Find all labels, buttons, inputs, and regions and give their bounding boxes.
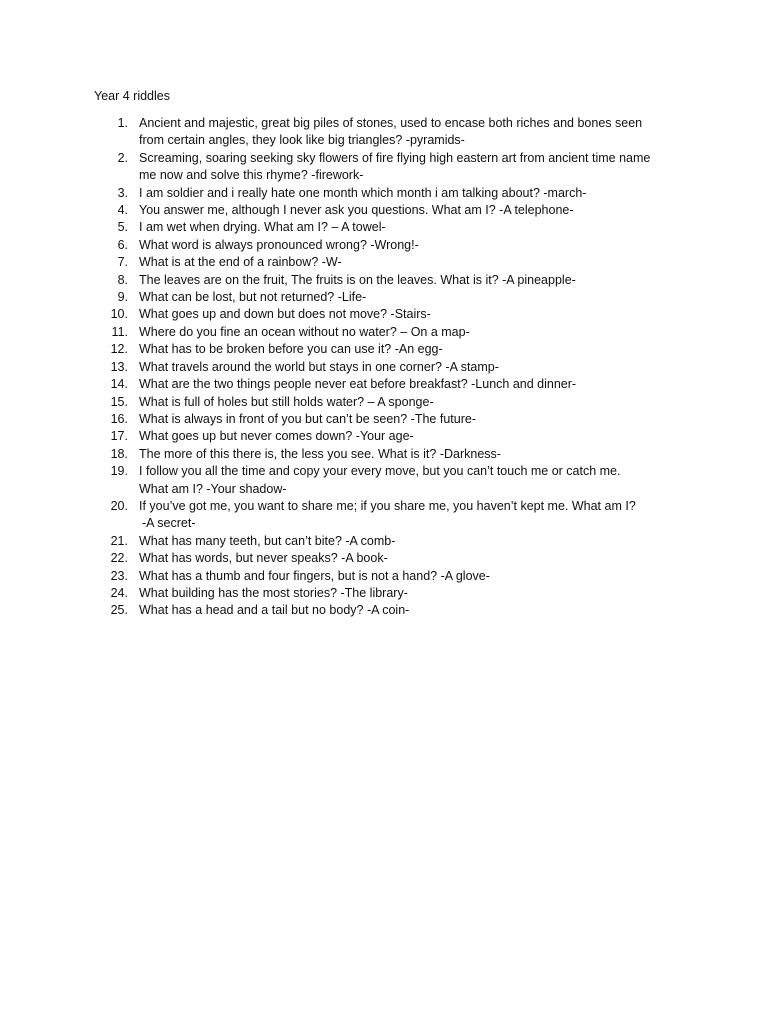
riddle-item <box>0 237 768 254</box>
riddle-item <box>0 428 768 445</box>
riddle-text-line: What is full of holes but still holds water? – A sponge- <box>139 394 434 409</box>
riddle-text-line: I am wet when drying. What am I? – A towel- <box>139 220 386 235</box>
riddle-text-line: I am soldier and i really hate one month which month i am talking about? -march- <box>139 185 587 200</box>
riddle-text-line: What goes up but never comes down? -Your age- <box>139 429 414 444</box>
riddle-number: 10. <box>110 307 128 322</box>
riddle-item <box>0 202 768 219</box>
riddle-text-line: I follow you all the time and copy your every move, but you can’t touch me or catch me. <box>139 464 621 479</box>
riddle-text-line: The leaves are on the fruit, The fruits is on the leaves. What is it? -A pineapple- <box>139 272 576 287</box>
riddle-item <box>0 306 768 323</box>
riddle-text-line: You answer me, although I never ask you questions. What am I? -A telephone- <box>139 203 574 218</box>
riddle-text-line: What goes up and down but does not move? -Stairs- <box>139 307 431 322</box>
riddle-number: 21. <box>110 533 128 548</box>
riddle-item <box>0 568 768 585</box>
riddle-item <box>0 550 768 567</box>
riddle-item <box>0 533 768 550</box>
riddle-text-line: What has a head and a tail but no body? -A coin- <box>139 603 410 618</box>
riddle-text-line: What is at the end of a rainbow? -W- <box>139 255 342 270</box>
riddle-number: 3. <box>117 185 128 200</box>
riddle-item <box>0 359 768 376</box>
riddle-number: 11. <box>111 324 128 339</box>
riddle-text-line: -A secret- <box>142 516 196 531</box>
riddle-text-line: What building has the most stories? -The library- <box>139 585 408 600</box>
riddle-number: 6. <box>117 237 128 252</box>
riddle-number: 1. <box>117 116 128 130</box>
riddle-number: 14. <box>110 377 128 392</box>
riddle-text-line: What has to be broken before you can use it? -An egg- <box>139 342 443 357</box>
riddle-number: 22. <box>110 551 128 566</box>
riddle-number: 15. <box>110 394 128 409</box>
riddle-number: 5. <box>117 220 128 235</box>
riddle-item <box>0 185 768 202</box>
riddle-item <box>0 446 768 463</box>
riddle-text-line: What has words, but never speaks? -A book- <box>139 551 388 566</box>
riddle-text-line: What can be lost, but not returned? -Life- <box>139 290 367 305</box>
riddle-item <box>0 150 768 185</box>
riddle-number: 9. <box>117 290 128 305</box>
riddle-number: 8. <box>117 272 128 287</box>
riddle-text-line: Where do you fine an ocean without no water? – On a map- <box>139 324 470 339</box>
riddle-text-line: What has many teeth, but can’t bite? -A comb- <box>139 533 396 548</box>
riddle-item <box>0 289 768 306</box>
riddle-item <box>0 219 768 236</box>
riddle-item <box>0 254 768 271</box>
riddle-item <box>0 463 768 498</box>
riddle-number: 25. <box>110 603 128 618</box>
riddle-text-line: Ancient and majestic, great big piles of stones, used to encase both riches and bones seen <box>139 116 643 130</box>
riddle-number: 7. <box>117 255 128 270</box>
document-title: Year 4 riddles <box>94 89 170 103</box>
riddle-text-line: What am I? -Your shadow- <box>139 481 287 496</box>
riddle-item <box>0 324 768 341</box>
riddle-text-line: What is always in front of you but can’t be seen? -The future- <box>139 411 476 426</box>
riddle-number: 19. <box>110 464 128 479</box>
riddle-number: 12. <box>110 342 128 357</box>
riddle-item <box>0 498 768 533</box>
riddle-list <box>0 115 768 620</box>
riddle-text-line: The more of this there is, the less you see. What is it? -Darkness- <box>139 446 501 461</box>
riddle-number: 16. <box>110 411 128 426</box>
riddle-text-line: What travels around the world but stays in one corner? -A stamp- <box>139 359 499 374</box>
riddle-text-line: What word is always pronounced wrong? -Wrong!- <box>139 237 419 252</box>
riddle-item <box>0 602 768 619</box>
riddle-text-line: from certain angles, they look like big triangles? -pyramids- <box>139 133 465 148</box>
riddle-number: 2. <box>117 150 128 165</box>
riddle-item <box>0 376 768 393</box>
riddle-text-line: What are the two things people never eat before breakfast? -Lunch and dinner- <box>139 377 577 392</box>
riddle-number: 18. <box>110 446 128 461</box>
riddle-number: 13. <box>110 359 128 374</box>
riddle-number: 23. <box>110 568 128 583</box>
riddle-item <box>0 411 768 428</box>
riddle-number: 24. <box>110 585 128 600</box>
riddle-number: 20. <box>110 498 128 513</box>
riddle-text-line: If you’ve got me, you want to share me; if you share me, you haven’t kept me. What am I? <box>139 498 636 513</box>
riddle-item <box>0 585 768 602</box>
riddle-number: 17. <box>110 429 128 444</box>
riddle-text-line: Screaming, soaring seeking sky flowers of fire flying high eastern art from ancient time name <box>139 150 651 165</box>
riddle-item <box>0 394 768 411</box>
riddle-text-line: What has a thumb and four fingers, but is not a hand? -A glove- <box>139 568 490 583</box>
riddle-item <box>0 272 768 289</box>
riddle-text-line: me now and solve this rhyme? -firework- <box>139 168 364 183</box>
riddle-item <box>0 341 768 358</box>
riddle-number: 4. <box>117 203 128 218</box>
riddle-item <box>0 115 768 150</box>
